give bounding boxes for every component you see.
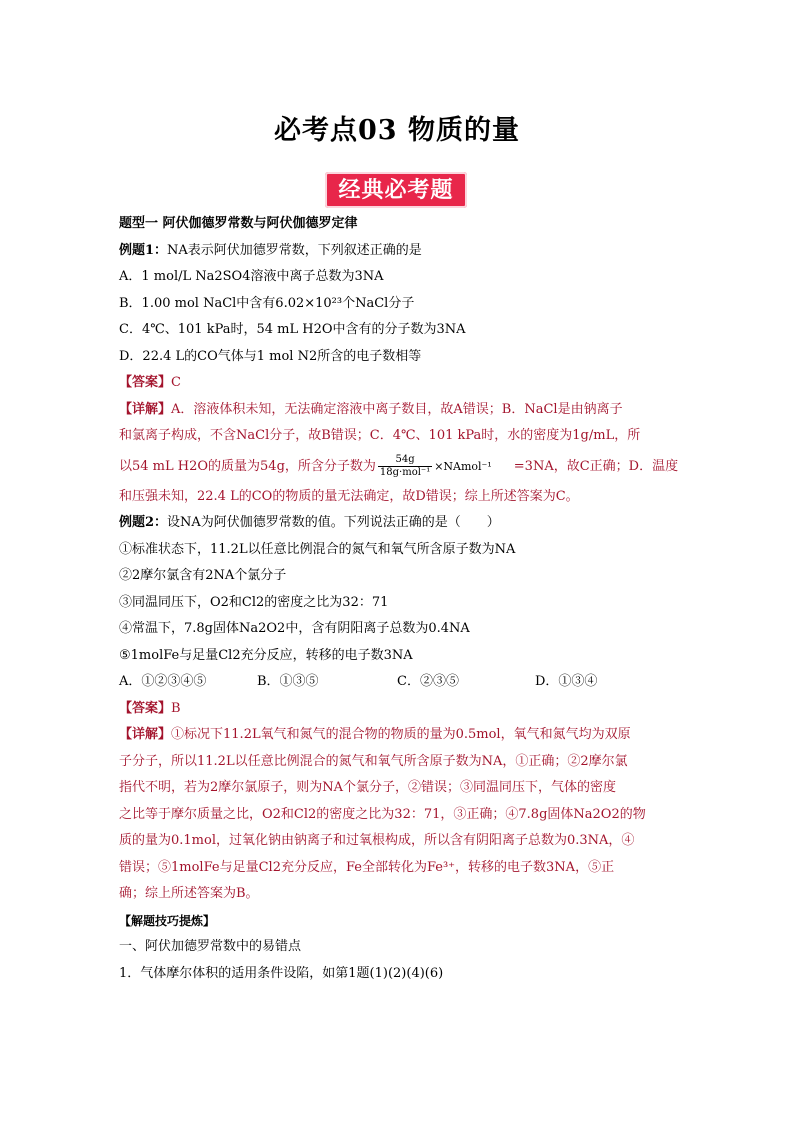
section-heading: 题型一 阿伏伽德罗常数与阿伏伽德罗定律 <box>119 216 358 231</box>
example2-detail-line: 确；综上所述答案为B。 <box>119 886 259 901</box>
example2-choices <box>119 669 679 696</box>
detail-tag: 【详解】 <box>119 401 172 417</box>
fraction-denominator: 18g·mol⁻¹ <box>379 466 431 478</box>
example2-statement: ③同温同压下，O2和Cl2的密度之比为32：71 <box>119 594 389 610</box>
example1-label: 例题1： <box>119 242 168 258</box>
example1-option-c: C．4℃、101 kPa时，54 mL H2O中含有的分子数为3NA <box>119 322 466 337</box>
example1-option-a: A．1 mol/L Na2SO4溶液中离子总数为3NA <box>119 269 384 284</box>
example2-statement: ②2摩尔氯含有2NA个氯分子 <box>119 568 287 583</box>
example2-statement: ①标准状态下，11.2L以任意比例混合的氮气和氧气所含原子数为NA <box>119 541 516 557</box>
example1-detail-line: 和压强未知，22.4 L的CO的物质的量无法确定，故D错误；综上所述答案为C。 <box>119 488 579 504</box>
example2-answer <box>119 696 679 723</box>
fraction-numerator: 54g <box>378 454 432 467</box>
example2-detail-line: 错误；⑤1molFe与足量Cl2充分反应，Fe全部转化为Fe³⁺，转移的电子数3NA，⑤正 <box>119 859 615 875</box>
formula-pre: 以54 mL H2O的质量为54g，所含分子数为 <box>119 458 376 474</box>
example1-formula-line <box>119 450 679 484</box>
example1-answer <box>119 370 679 397</box>
answer-value: C <box>171 375 181 390</box>
example2-stem <box>119 510 679 537</box>
choice-c: C．②③⑤ <box>397 674 459 689</box>
example2-detail-line: 之比等于摩尔质量之比，O2和Cl2的密度之比为32：71，③正确；④7.8g固体Na2O2的物 <box>119 806 646 822</box>
example1-option-b: B．1.00 mol NaCl中含有6.02×10²³个NaCl分子 <box>119 295 415 311</box>
tips-subheading: 一、阿伏加德罗常数中的易错点 <box>119 939 302 954</box>
example2-detail-line: 质的量为0.1mol，过氧化钠由钠离子和过氧根构成，所以含有阴阳离子总数为0.3NA，④ <box>119 833 635 848</box>
detail-text: ①标况下11.2L氧气和氮气的混合物的物质的量为0.5mol，氧气和氮气均为双原 <box>171 727 631 742</box>
answer-tag: 【答案】 <box>119 375 172 390</box>
example1-detail-line <box>119 397 679 424</box>
example1-question: NA表示阿伏加德罗常数，下列叙述正确的是 <box>167 242 422 258</box>
example1-detail-line: 和氯离子构成，不含NaCl分子，故B错误；C．4℃、101 kPa时，水的密度为1g/mL，所 <box>119 428 641 443</box>
fraction-tail: ×NAmol⁻¹ <box>434 459 492 473</box>
tips-item: 1．气体摩尔体积的适用条件设陷，如第1题(1)(2)(4)(6) <box>119 965 444 981</box>
choice-d: D．①③④ <box>535 674 598 689</box>
example2-detail-line: 指代不明，若为2摩尔氯原子，则为NA个氯分子，②错误；③同温同压下，气体的密度 <box>119 780 617 795</box>
example2-detail-line <box>119 722 679 749</box>
answer-tag: 【答案】 <box>119 700 172 716</box>
detail-text: A．溶液体积未知，无法确定溶液中离子数目，故A错误；B．NaCl是由钠离子 <box>171 401 623 417</box>
main-content <box>119 211 679 987</box>
example2-statement: ④常温下，7.8g固体Na2O2中，含有阴阳离子总数为0.4NA <box>119 621 470 636</box>
choice-a: A．①②③④⑤ <box>119 674 207 689</box>
classic-questions-badge: 经典必考题 <box>325 172 467 208</box>
example2-label: 例题2： <box>119 515 168 530</box>
example2-statement: ⑤1molFe与足量Cl2充分反应，转移的电子数3NA <box>119 647 413 663</box>
example1-stem <box>119 238 679 265</box>
answer-value: B <box>171 700 181 716</box>
molecule-count-fraction <box>378 454 432 479</box>
example2-detail-line: 子分子，所以11.2L以任意比例混合的氮气和氧气所含原子数为NA，①正确；②2摩尔氯 <box>119 753 628 769</box>
example2-question: 设NA为阿伏伽德罗常数的值。下列说法正确的是（ ） <box>167 515 500 530</box>
detail-tag: 【详解】 <box>119 727 172 742</box>
tips-heading: 【解题技巧提炼】 <box>119 913 216 928</box>
page-title: 必考点03 物质的量 <box>274 115 520 146</box>
formula-post: =3NA，故C正确；D．温度 <box>513 458 679 474</box>
choice-b: B．①③⑤ <box>257 674 319 689</box>
example1-option-d: D．22.4 L的CO气体与1 mol N2所含的电子数相等 <box>119 348 422 364</box>
